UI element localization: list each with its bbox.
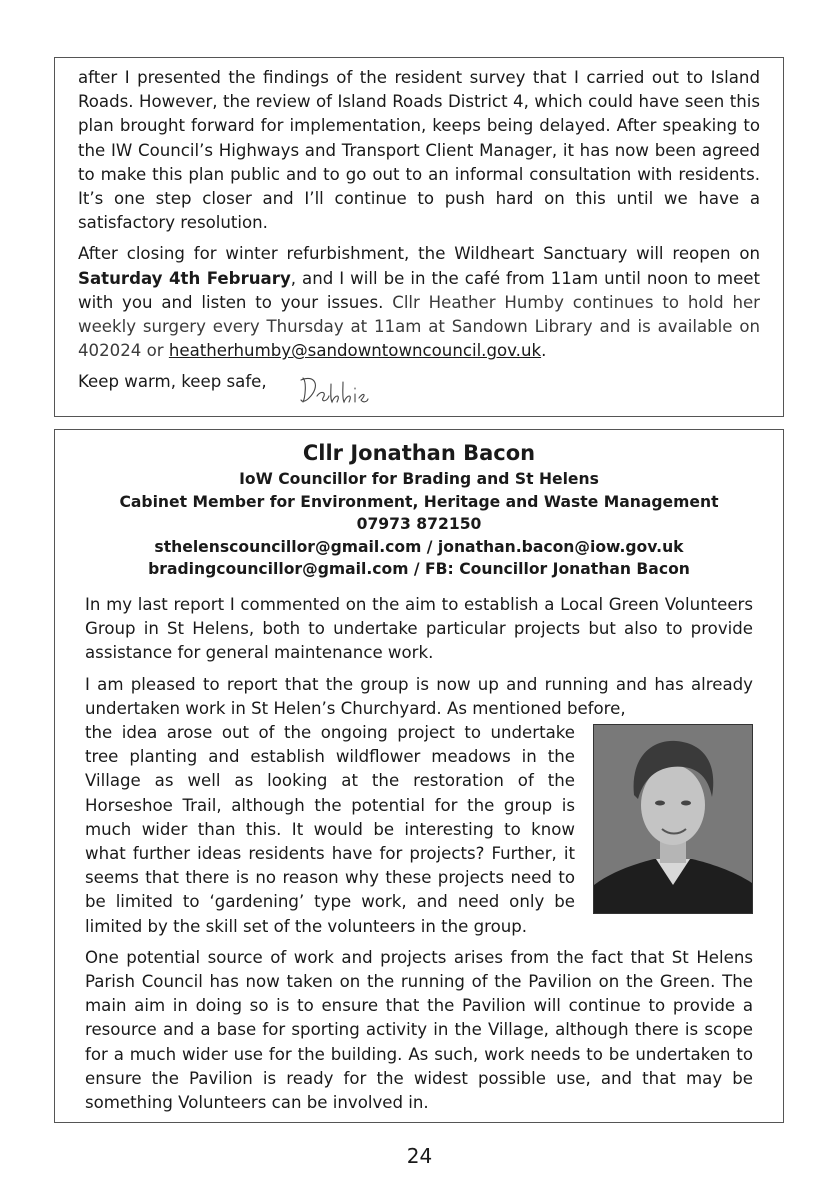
report-body <box>85 593 753 1115</box>
councillor-report-box <box>54 429 784 1123</box>
phone-number: 07973 872150 <box>356 515 482 533</box>
event-date: Saturday 4th February <box>78 268 291 288</box>
text: Cllr Heather Humby continues to hold her weekly surgery every Thursday at 11am at Sandown Library and is available on 402024 or <box>78 292 760 361</box>
page-number: 24 <box>406 1144 433 1168</box>
cabinet-role: Cabinet Member for Environment, Heritage and Waste Management <box>119 492 719 511</box>
councillor-name: Cllr Jonathan Bacon <box>302 441 536 465</box>
handwritten-signature <box>297 372 369 406</box>
email-link[interactable]: heatherhumby@sandowntowncouncil.gov.uk <box>168 341 542 361</box>
text: , and I will be in the café from 11am until noon to meet with you and listen to your issues. <box>78 268 761 312</box>
previous-report-box <box>54 57 784 417</box>
councillor-photo <box>593 724 753 914</box>
paragraph: the idea arose out of the ongoing project to undertake tree planting and establish wildflower meadows in the Village as well as looking at the restoration of the Horseshoe Trail, although the potential for the group is much wider than this. It would be interesting to know what further ideas residents have for projects? Further, it seems that there is no reason why these projects need to be limited to ‘gardening’ type work, and need only be limited by the skill set of the volunteers in the group. <box>85 723 575 936</box>
sign-off-text: Keep warm, keep safe, <box>78 372 267 392</box>
paragraph: In my last report I commented on the aim to establish a Local Green Volunteers Group in St Helens, both to undertake particular projects but also to provide assistance for general maintenance work. <box>85 595 753 663</box>
paragraph: One potential source of work and projects arises from the fact that St Helens Parish Council has now taken on the running of the Pavilion on the Green. The main aim in doing so is to ensure that the Pavilion will continue to provide a resource and a base for sporting activity in the Village, although there is scope for a much wider use for the building. As such, work needs to be undertaken to ensure the Pavilion is ready for the widest possible use, and that may be something Volunteers can be involved in. <box>85 947 753 1113</box>
contact-details: bradingcouncillor@gmail.com / FB: Councillor Jonathan Bacon <box>148 560 690 578</box>
text: After closing for winter refurbishment, the Wildheart Sanctuary will reopen on <box>78 244 760 264</box>
text: . <box>541 341 547 361</box>
email-addresses: sthelenscouncillor@gmail.com / jonathan.bacon@iow.gov.uk <box>154 537 684 556</box>
councillor-header <box>55 438 783 581</box>
paragraph <box>78 242 760 363</box>
councillor-role: IoW Councillor for Brading and St Helens <box>239 470 599 488</box>
sign-off <box>78 370 760 406</box>
previous-report-body <box>78 66 760 406</box>
paragraph: I am pleased to report that the group is now up and running and has already undertaken work in St Helen’s Churchyard. As mentioned before, <box>85 674 753 718</box>
paragraph: after I presented the findings of the resident survey that I carried out to Island Roads. However, the review of Island Roads District 4, which could have seen this plan brought forward for implementation, keeps being delayed. After speaking to the IW Council’s Highways and Transport Client Manager, it has now been agreed to make this plan public and to go out to an informal consultation with residents. It’s one step closer and I’ll continue to push hard on this until we have a satisfactory resolution. <box>78 68 760 233</box>
